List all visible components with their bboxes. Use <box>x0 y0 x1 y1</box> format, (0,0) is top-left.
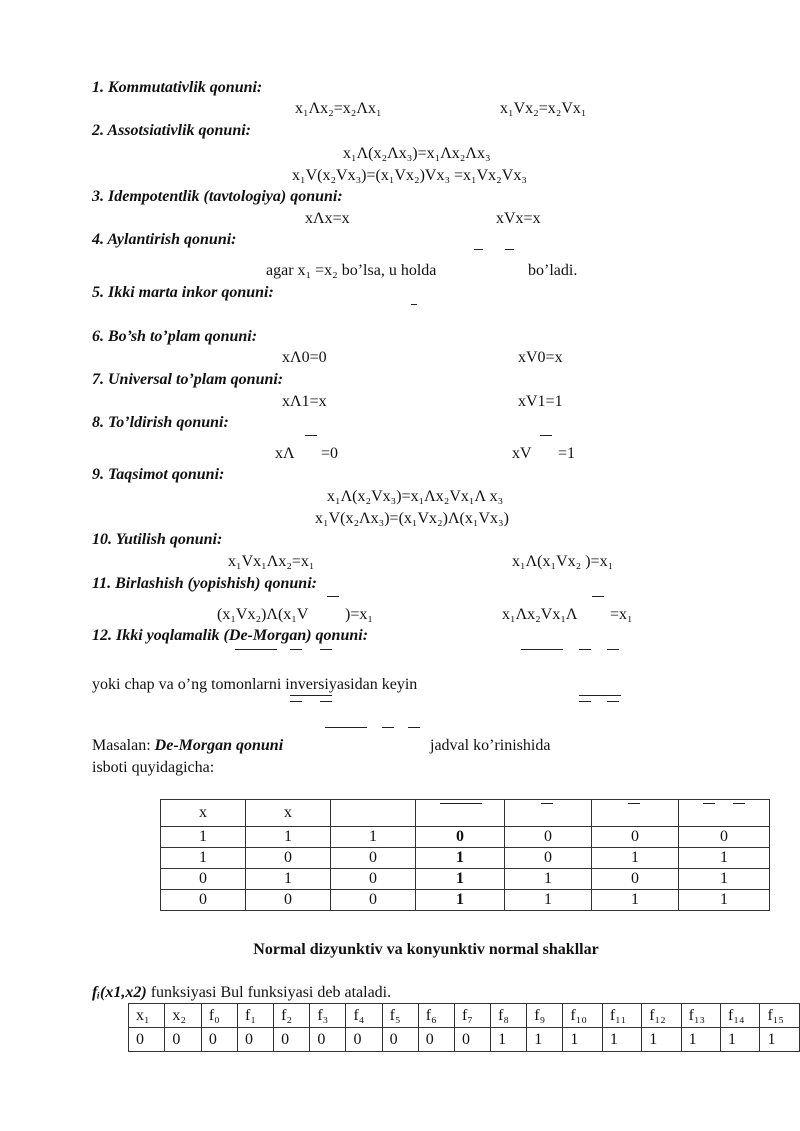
negation-bar <box>592 596 604 597</box>
law-2-formula-or: x₁V(x₂Vx₃)=(x₁Vx₂)Vx₃ =x₁Vx₂Vx₃ <box>292 167 527 184</box>
example-line-2: isboti quyidagicha: <box>92 759 215 776</box>
negation-bar <box>579 695 621 696</box>
table-cell: 0 <box>454 1028 490 1052</box>
example-suffix: jadval ko’rinishida <box>430 737 551 754</box>
table-row <box>129 1028 800 1052</box>
table-cell: 1 <box>679 869 770 890</box>
example-law-name: De-Morgan qonuni <box>154 737 284 754</box>
law-10-title: 10. Yutilish qonuni: <box>92 531 223 548</box>
law-4-condition: agar x₁ =x₂ bo’lsa, u holda <box>266 262 437 279</box>
example-prefix: Masalan: <box>92 737 155 754</box>
table-cell: 1 <box>246 869 331 890</box>
negation-bar <box>305 435 317 436</box>
table-header-cell: f₁₀ <box>563 1004 602 1028</box>
table-cell: 0 <box>331 869 416 890</box>
negation-bar <box>521 649 563 650</box>
table-row <box>161 890 770 911</box>
table-cell: 1 <box>161 848 246 869</box>
law-12-title: 12. Ikki yoqlamalik (De-Morgan) qonuni: <box>92 627 369 644</box>
law-11-title: 11. Birlashish (yopishish) qonuni: <box>92 575 317 592</box>
law-10-formula-or: x₁Vx₁Λx₂=x₁ <box>228 553 315 570</box>
law-9-formula-and: x₁Λ(x₂Vx₃)=x₁Λx₂Vx₁Λ x₃ <box>327 488 504 505</box>
table-header-cell: f₁₁ <box>602 1004 641 1028</box>
table-cell: 0 <box>505 848 592 869</box>
negation-bar <box>382 727 394 728</box>
table-cell: 0 <box>246 890 331 911</box>
table-cell: 0 <box>382 1028 418 1052</box>
negation-bar <box>408 727 420 728</box>
table-cell: 1 <box>416 848 505 869</box>
table-header-cell <box>592 800 679 827</box>
table-header-cell <box>331 800 416 827</box>
law-11-formula-left-result: )=x₁ <box>345 606 373 623</box>
table-header-cell: x <box>246 800 331 827</box>
table-cell: 1 <box>642 1028 681 1052</box>
boolean-function-table <box>128 1003 800 1052</box>
table-cell: 1 <box>681 1028 720 1052</box>
table-cell: 0 <box>161 890 246 911</box>
table-cell: 1 <box>527 1028 563 1052</box>
negation-bar <box>290 701 302 702</box>
negation-bar <box>703 803 715 804</box>
table-cell: 1 <box>505 890 592 911</box>
law-9-title: 9. Taqsimot qonuni: <box>92 466 225 483</box>
table-header-cell: f₂ <box>274 1004 310 1028</box>
law-9-formula-or: x₁V(x₂Λx₃)=(x₁Vx₂)Λ(x₁Vx₃) <box>315 510 509 527</box>
table-cell: 1 <box>760 1028 800 1052</box>
table-header-cell: f₁₃ <box>681 1004 720 1028</box>
table-cell: 0 <box>679 827 770 848</box>
table-header-cell: f₅ <box>382 1004 418 1028</box>
law-4-title: 4. Aylantirish qonuni: <box>92 231 237 248</box>
table-row <box>161 869 770 890</box>
table-header-row <box>129 1004 800 1028</box>
table-cell: 1 <box>563 1028 602 1052</box>
function-intro-text: funksiyasi Bul funksiyasi deb ataladi. <box>146 984 392 1001</box>
table-cell: 1 <box>331 827 416 848</box>
table-header-cell: x₁ <box>129 1004 165 1028</box>
negation-bar <box>290 649 302 650</box>
table-cell: 0 <box>246 848 331 869</box>
table-cell: 0 <box>592 827 679 848</box>
table-cell: 0 <box>274 1028 310 1052</box>
negation-bar <box>733 803 745 804</box>
table-cell: 0 <box>331 848 416 869</box>
table-header-cell: f₃ <box>310 1004 346 1028</box>
table-cell: 1 <box>679 848 770 869</box>
negation-bar <box>579 649 591 650</box>
table-header-cell: f₁₄ <box>721 1004 760 1028</box>
negation-bar <box>320 701 332 702</box>
table-header-cell: f₈ <box>491 1004 527 1028</box>
law-10-formula-and: x₁Λ(x₁Vx₂ )=x₁ <box>512 553 614 570</box>
table-header-cell <box>679 800 770 827</box>
negation-bar <box>607 701 619 702</box>
negation-bar <box>474 249 483 250</box>
negation-bar <box>411 304 417 305</box>
law-1-title: 1. Kommutativlik qonuni: <box>92 79 263 96</box>
table-cell: 0 <box>161 869 246 890</box>
demorgan-truth-table <box>160 799 770 911</box>
table-header-cell <box>416 800 505 827</box>
table-header-cell: x <box>161 800 246 827</box>
table-cell: 1 <box>592 848 679 869</box>
negation-bar <box>290 695 332 696</box>
table-cell: 0 <box>129 1028 165 1052</box>
law-11-formula-right-result: =x₁ <box>610 606 633 623</box>
table-header-cell: f₁ <box>238 1004 274 1028</box>
law-8-formula-or-result: =1 <box>558 445 576 462</box>
law-4-conclusion: bo’ladi. <box>528 262 578 279</box>
table-header-cell: f₀ <box>201 1004 237 1028</box>
table-cell: 1 <box>721 1028 760 1052</box>
table-cell: 0 <box>505 827 592 848</box>
law-2-formula-and: x₁Λ(x₂Λx₃)=x₁Λx₂Λx₃ <box>343 145 491 162</box>
table-header-cell: f₆ <box>418 1004 454 1028</box>
table-cell: 0 <box>238 1028 274 1052</box>
law-6-title: 6. Bo’sh to’plam qonuni: <box>92 328 258 345</box>
law-3-formula-and: xΛx=x <box>305 210 350 227</box>
function-name: fᵢ(x1,x2) <box>92 984 147 1001</box>
table-cell: 0 <box>165 1028 201 1052</box>
table-cell: 1 <box>505 869 592 890</box>
table-cell: 1 <box>416 869 505 890</box>
law-2-title: 2. Assotsiativlik qonuni: <box>92 122 251 139</box>
law-8-formula-and: xΛ <box>275 445 295 462</box>
law-6-formula-or: xV0=x <box>518 349 563 366</box>
table-header-cell: f₄ <box>346 1004 382 1028</box>
table-header-cell: f₁₅ <box>760 1004 800 1028</box>
table-cell: 0 <box>592 869 679 890</box>
law-3-title: 3. Idempotentlik (tavtologiya) qonuni: <box>92 188 343 205</box>
law-5-title: 5. Ikki marta inkor qonuni: <box>92 284 274 301</box>
table-cell: 1 <box>416 890 505 911</box>
table-row <box>161 827 770 848</box>
section-heading: Normal dizyunktiv va konyunktiv normal shakllar <box>253 941 599 958</box>
law-11-formula-right: x₁Λx₂Vx₁Λ <box>502 606 578 623</box>
table-header-cell <box>505 800 592 827</box>
table-header-cell: f₉ <box>527 1004 563 1028</box>
negation-bar <box>235 649 277 650</box>
negation-bar <box>327 596 339 597</box>
table-cell: 1 <box>602 1028 641 1052</box>
table-cell: 0 <box>310 1028 346 1052</box>
table-header-row <box>161 800 770 827</box>
example-line <box>92 738 283 754</box>
law-7-formula-or: xV1=1 <box>518 393 563 410</box>
law-8-formula-or: xV <box>512 445 532 462</box>
negation-bar <box>540 435 552 436</box>
table-cell: 1 <box>592 890 679 911</box>
law-11-formula-left: (x₁Vx₂)Λ(x₁V <box>217 606 309 623</box>
law-1-formula-and: x₁Λx₂=x₂Λx₁ <box>295 100 382 117</box>
table-cell: 0 <box>201 1028 237 1052</box>
law-3-formula-or: xVx=x <box>496 210 541 227</box>
negation-bar <box>320 649 332 650</box>
table-cell: 0 <box>418 1028 454 1052</box>
negation-bar <box>607 649 619 650</box>
law-7-formula-and: xΛ1=x <box>282 393 327 410</box>
law-8-title: 8. To’ldirish qonuni: <box>92 414 229 431</box>
table-header-cell: x₂ <box>165 1004 201 1028</box>
negation-bar <box>541 803 553 804</box>
table-row <box>161 848 770 869</box>
inversion-text: yoki chap va o’ng tomonlarni inversiyasidan keyin <box>92 676 418 693</box>
law-6-formula-and: xΛ0=0 <box>282 349 327 366</box>
negation-bar <box>579 701 591 702</box>
table-cell: 0 <box>346 1028 382 1052</box>
law-1-formula-or: x₁Vx₂=x₂Vx₁ <box>500 100 587 117</box>
function-intro <box>92 985 391 1001</box>
table-cell: 1 <box>679 890 770 911</box>
negation-bar <box>628 803 640 804</box>
table-cell: 0 <box>416 827 505 848</box>
table-header-cell: f₁₂ <box>642 1004 681 1028</box>
negation-bar <box>505 249 514 250</box>
negation-bar <box>440 803 482 804</box>
table-header-cell: f₇ <box>454 1004 490 1028</box>
law-8-formula-and-result: =0 <box>321 445 339 462</box>
table-cell: 1 <box>161 827 246 848</box>
negation-bar <box>325 727 367 728</box>
table-cell: 0 <box>331 890 416 911</box>
table-cell: 1 <box>246 827 331 848</box>
law-7-title: 7. Universal to’plam qonuni: <box>92 371 284 388</box>
table-cell: 1 <box>491 1028 527 1052</box>
